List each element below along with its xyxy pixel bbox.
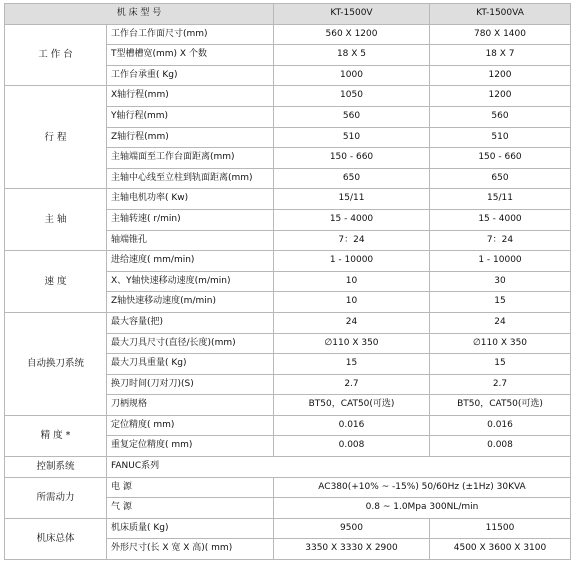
value-b: ∅110 X 350 — [430, 334, 570, 354]
value-b: 150 - 660 — [430, 148, 570, 168]
value-a: 1050 — [274, 86, 429, 106]
spec-body — [5, 25, 570, 559]
value-a: 560 — [274, 107, 429, 127]
value-a: 1 - 10000 — [274, 251, 429, 271]
group-label: 控制系统 — [5, 457, 106, 477]
header-row — [5, 4, 570, 24]
value-a: 2.7 — [274, 375, 429, 395]
param-label: T型槽槽宽(mm) X 个数 — [107, 45, 273, 65]
value-b: 2.7 — [430, 375, 570, 395]
value-b: 1200 — [430, 86, 570, 106]
value-a: 7：24 — [274, 231, 429, 251]
value-a: 15/11 — [274, 189, 429, 209]
value-a: 15 — [274, 354, 429, 374]
param-label: 主轴转速( r/min) — [107, 210, 273, 230]
table-row — [5, 251, 570, 271]
value-a: 1000 — [274, 66, 429, 86]
value-b: 15 — [430, 292, 570, 312]
group-label: 行 程 — [5, 86, 106, 188]
param-label: Z轴行程(mm) — [107, 128, 273, 148]
spec-table — [4, 3, 571, 560]
param-label: 刀柄规格 — [107, 395, 273, 415]
value-b: 15/11 — [430, 189, 570, 209]
value-b: 11500 — [430, 519, 570, 539]
value-b: 24 — [430, 313, 570, 333]
group-label: 工 作 台 — [5, 25, 106, 86]
value-b: 4500 X 3600 X 3100 — [430, 539, 570, 559]
param-label: 换刀时间(刀对刀)(S) — [107, 375, 273, 395]
value-a: 3350 X 3330 X 2900 — [274, 539, 429, 559]
value-b: 30 — [430, 272, 570, 292]
param-label: Y轴行程(mm) — [107, 107, 273, 127]
value-b: 7：24 — [430, 231, 570, 251]
value-a: 15 - 4000 — [274, 210, 429, 230]
group-label: 所需动力 — [5, 478, 106, 518]
value-b: 15 — [430, 354, 570, 374]
value-a: 0.008 — [274, 436, 429, 456]
param-label: Z轴快速移动速度(m/min) — [107, 292, 273, 312]
header-model-b: KT-1500VA — [430, 4, 570, 24]
table-row — [5, 478, 570, 498]
group-label: 机床总体 — [5, 519, 106, 559]
group-label: 自动换刀系统 — [5, 313, 106, 415]
group-label: 主 轴 — [5, 189, 106, 250]
param-label: X轴行程(mm) — [107, 86, 273, 106]
table-row — [5, 519, 570, 539]
value-b: 15 - 4000 — [430, 210, 570, 230]
param-label: 气 源 — [107, 498, 273, 518]
value-a: 510 — [274, 128, 429, 148]
value-a: 10 — [274, 292, 429, 312]
value-a: ∅110 X 350 — [274, 334, 429, 354]
table-row — [5, 457, 570, 477]
param-label: 外形尺寸(长 X 宽 X 高)( mm) — [107, 539, 273, 559]
table-row — [5, 86, 570, 106]
param-label: 重复定位精度( mm) — [107, 436, 273, 456]
value-a: 560 X 1200 — [274, 25, 429, 45]
group-label: 速 度 — [5, 251, 106, 312]
header-model-a: KT-1500V — [274, 4, 429, 24]
param-label: 主轴端面至工作台面距离(mm) — [107, 148, 273, 168]
value-b: BT50，CAT50(可选) — [430, 395, 570, 415]
value-a: 9500 — [274, 519, 429, 539]
value-b: 1200 — [430, 66, 570, 86]
param-label: 最大刀具重量( Kg) — [107, 354, 273, 374]
group-label: 精 度 * — [5, 416, 106, 456]
param-label: 机床质量( Kg) — [107, 519, 273, 539]
value-b: 650 — [430, 169, 570, 189]
param-label: 进给速度( mm/min) — [107, 251, 273, 271]
param-label: 工作台工作面尺寸(mm) — [107, 25, 273, 45]
header-model-label: 机 床 型 号 — [5, 4, 273, 24]
merged-value: AC380(+10% ~ -15%) 50/60Hz (±1Hz) 30KVA — [274, 478, 570, 498]
value-a: 18 X 5 — [274, 45, 429, 65]
value-a: 0.016 — [274, 416, 429, 436]
param-label: 最大刀具尺寸(直径/长度)(mm) — [107, 334, 273, 354]
param-label: 工作台承重( Kg) — [107, 66, 273, 86]
value-a: 150 - 660 — [274, 148, 429, 168]
param-label: 主轴中心线至立柱到轨面距离(mm) — [107, 169, 273, 189]
param-label: FANUC系列 — [107, 457, 570, 477]
merged-value: 0.8 ~ 1.0Mpa 300NL/min — [274, 498, 570, 518]
table-row — [5, 189, 570, 209]
value-a: 650 — [274, 169, 429, 189]
table-row — [5, 313, 570, 333]
value-a: 10 — [274, 272, 429, 292]
value-b: 0.008 — [430, 436, 570, 456]
value-b: 780 X 1400 — [430, 25, 570, 45]
param-label: 轴端锥孔 — [107, 231, 273, 251]
param-label: 定位精度( mm) — [107, 416, 273, 436]
param-label: X、Y轴快速移动速度(m/min) — [107, 272, 273, 292]
value-a: 24 — [274, 313, 429, 333]
param-label: 最大容量(把) — [107, 313, 273, 333]
value-b: 18 X 7 — [430, 45, 570, 65]
value-b: 0.016 — [430, 416, 570, 436]
value-b: 510 — [430, 128, 570, 148]
table-row — [5, 416, 570, 436]
table-row — [5, 25, 570, 45]
value-b: 560 — [430, 107, 570, 127]
param-label: 电 源 — [107, 478, 273, 498]
value-a: BT50，CAT50(可选) — [274, 395, 429, 415]
value-b: 1 - 10000 — [430, 251, 570, 271]
param-label: 主轴电机功率( Kw) — [107, 189, 273, 209]
